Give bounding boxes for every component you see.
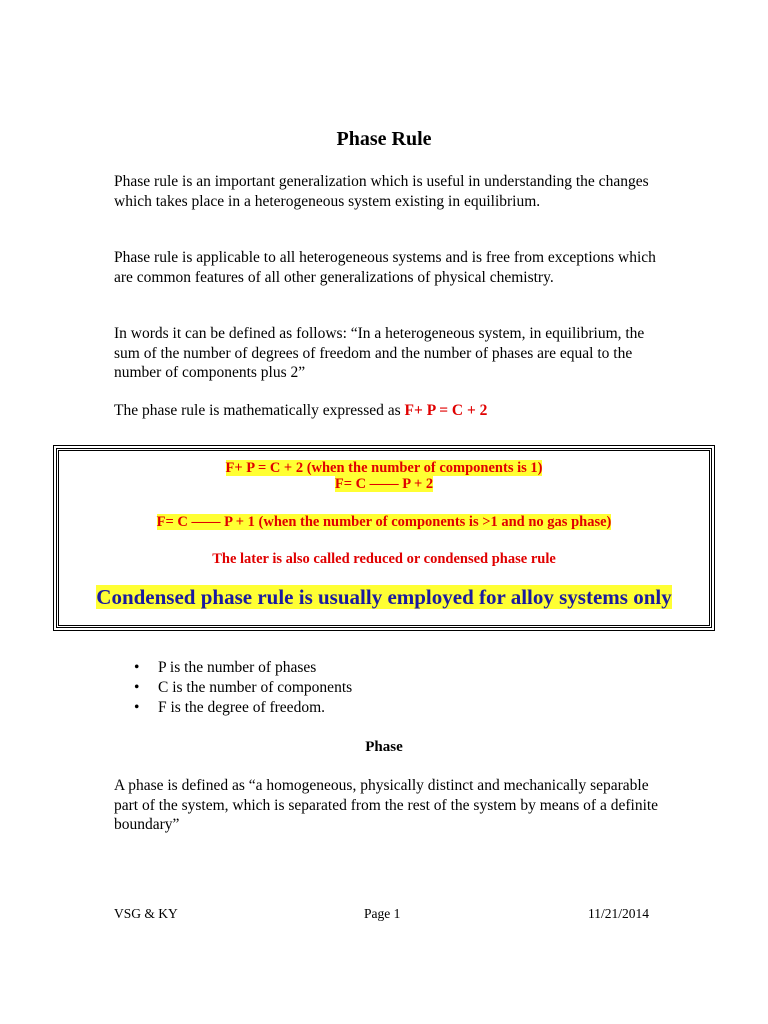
box-line-3-text: F= C —— P + 1 (when the number of components is >1 and no gas phase) [156, 514, 612, 530]
box-line-formula [59, 476, 709, 493]
footer-date: 11/21/2014 [588, 906, 650, 921]
list-item: • P is the number of phases [134, 658, 352, 678]
box-line-2-text: F= C —— P + 2 [334, 476, 434, 492]
expression-formula: F+ P = C + 2 [404, 402, 488, 419]
symbol-list [134, 658, 352, 718]
paragraph-definition: In words it can be defined as follows: “In a heterogeneous system, in equilibrium, the sum of the number of degrees of freedom and the number of phases are equal to the number of components plus 2” [114, 325, 645, 381]
footer-page-number: Page 1 [364, 906, 401, 921]
box-line-1-text: F+ P = C + 2 (when the number of components is 1) [225, 460, 543, 476]
paragraph-applicability: Phase rule is applicable to all heterogeneous systems and is free from exceptions which are common features of all other generalizations of physical chemistry. [114, 249, 656, 286]
list-item: • F is the degree of freedom. [134, 698, 352, 718]
box-line-condensed-formula [59, 514, 709, 531]
paragraph-phase-definition: A phase is defined as “a homogeneous, physically distinct and mechanically separable part of the system, which is separated from the rest of the system by means of a definite boundary” [114, 777, 659, 833]
expression-text: The phase rule is mathematically expressed as [114, 402, 405, 419]
box-line-alloy [59, 585, 709, 610]
box-line-5-text: Condensed phase rule is usually employed for alloy systems only [96, 585, 672, 609]
box-line-note: The later is also called reduced or condensed phase rule [212, 551, 556, 567]
paragraph-intro: Phase rule is an important generalization which is useful in understanding the changes which takes place in a heterogeneous system existing in equilibrium. [114, 173, 649, 210]
list-item: • C is the number of components [134, 678, 352, 698]
box-line-one-component [59, 460, 709, 477]
page-title: Phase Rule [336, 128, 432, 150]
footer-authors: VSG & KY [114, 906, 178, 921]
paragraph-expression [114, 401, 659, 421]
formula-box [56, 448, 712, 628]
section-heading: Phase [365, 739, 403, 755]
